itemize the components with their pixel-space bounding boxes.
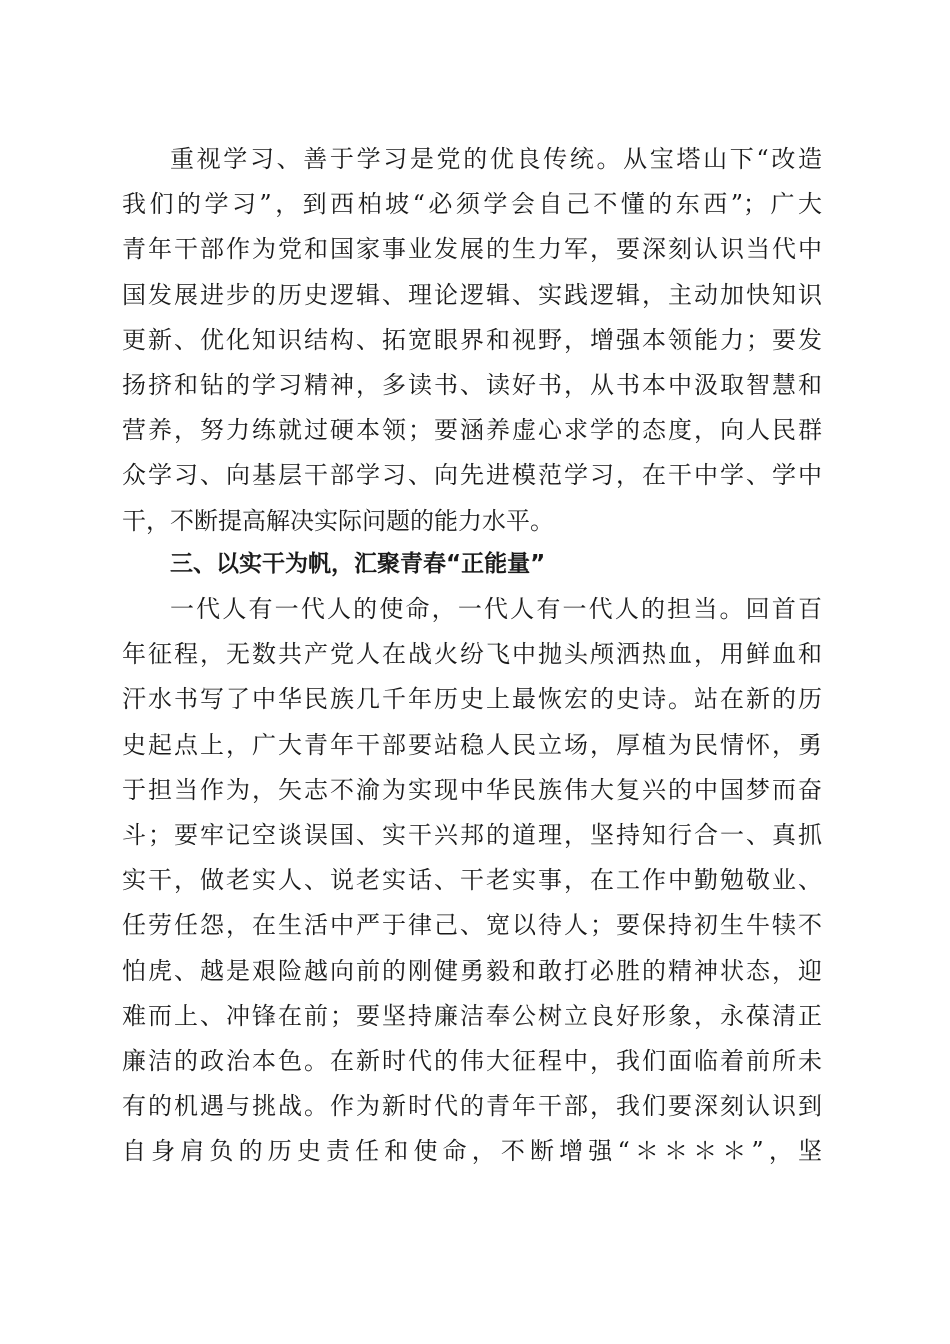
section-heading bbox=[122, 542, 822, 587]
text-line: 怕虎、越是艰险越向前的刚健勇毅和敢打必胜的精神状态，迎 bbox=[122, 956, 822, 985]
text-line: 实干，做老实人、说老实话、干老实事，在工作中勤勉敬业、 bbox=[122, 866, 822, 895]
text-line: 青年干部作为党和国家事业发展的生力军，要深刻认识当代中 bbox=[122, 235, 822, 264]
text-line: 扬挤和钻的学习精神，多读书、读好书，从书本中汲取智慧和 bbox=[122, 370, 822, 399]
text-line: 年征程，无数共产党人在战火纷飞中抛头颅洒热血，用鲜血和 bbox=[122, 640, 822, 669]
paragraph-study-tradition bbox=[122, 137, 822, 544]
text-line: 国发展进步的历史逻辑、理论逻辑、实践逻辑，主动加快知识 bbox=[122, 280, 822, 309]
text-line: 自身肩负的历史责任和使命，不断增强“＊＊＊＊”，坚 bbox=[122, 1137, 822, 1166]
text-line: 重视学习、善于学习是党的优良传统。从宝塔山下“改造 bbox=[170, 145, 822, 173]
text-line: 我们的学习”，到西柏坡“必须学会自己不懂的东西”；广大 bbox=[122, 190, 822, 219]
text-line: 营养，努力练就过硬本领；要涵养虚心求学的态度，向人民群 bbox=[122, 416, 822, 445]
text-line: 干，不断提高解决实际问题的能力水平。 bbox=[122, 506, 554, 535]
text-line: 斗；要牢记空谈误国、实干兴邦的道理，坚持知行合一、真抓 bbox=[122, 820, 822, 849]
section-3-heading: 三、以实干为帆，汇聚青春“正能量” bbox=[170, 551, 546, 577]
text-line: 更新、优化知识结构、拓宽眼界和视野，增强本领能力；要发 bbox=[122, 325, 822, 354]
text-line: 一代人有一代人的使命，一代人有一代人的担当。回首百 bbox=[170, 595, 822, 623]
paragraph-mission bbox=[122, 587, 822, 1174]
text-line: 有的机遇与挑战。作为新时代的青年干部，我们要深刻认识到 bbox=[122, 1092, 822, 1121]
text-line: 难而上、冲锋在前；要坚持廉洁奉公树立良好形象，永葆清正 bbox=[122, 1001, 822, 1030]
text-line: 廉洁的政治本色。在新时代的伟大征程中，我们面临着前所未 bbox=[122, 1046, 822, 1075]
text-line: 任劳任怨，在生活中严于律己、宽以待人；要保持初生牛犊不 bbox=[122, 911, 822, 940]
text-line: 史起点上，广大青年干部要站稳人民立场，厚植为民情怀，勇 bbox=[122, 730, 822, 759]
text-line: 众学习、向基层干部学习、向先进模范学习，在干中学、学中 bbox=[122, 461, 822, 490]
text-line: 汗水书写了中华民族几千年历史上最恢宏的史诗。站在新的历 bbox=[122, 685, 822, 714]
text-line: 于担当作为，矢志不渝为实现中华民族伟大复兴的中国梦而奋 bbox=[122, 775, 822, 804]
